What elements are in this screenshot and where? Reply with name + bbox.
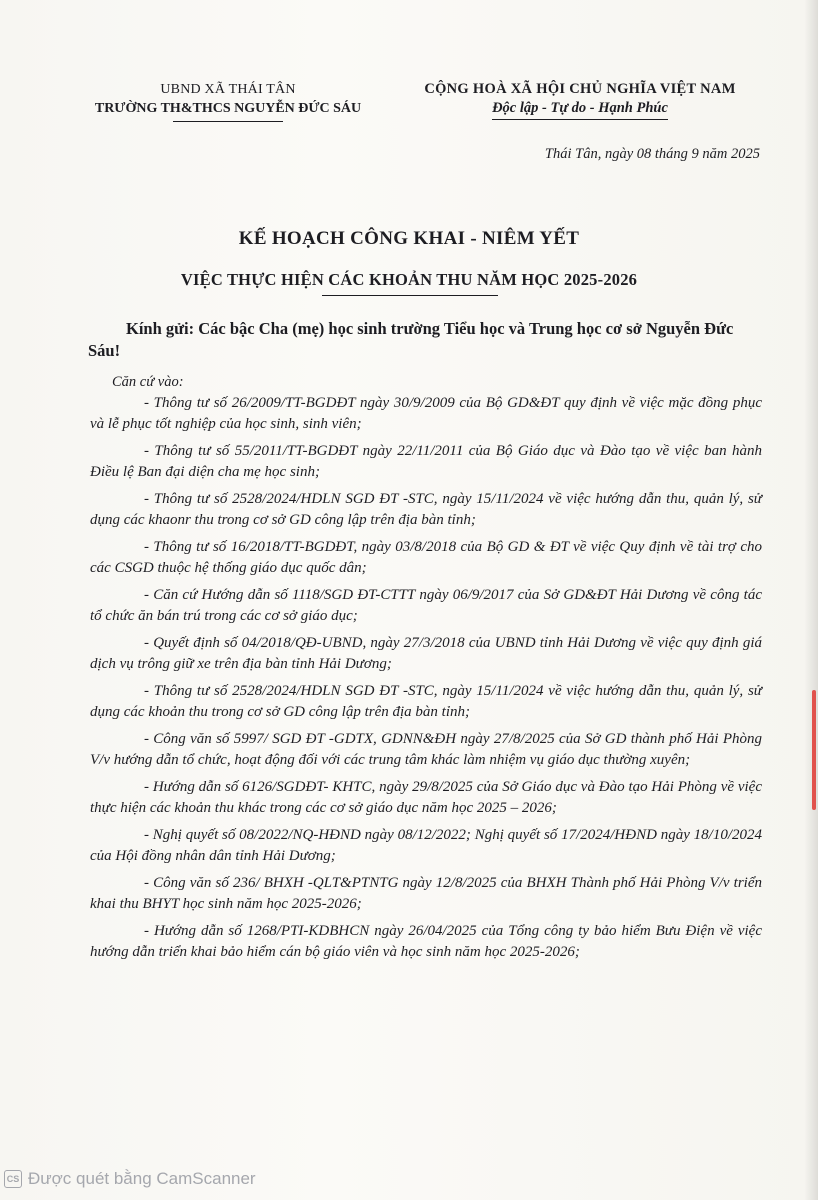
national-motto-block (400, 80, 760, 120)
scanner-watermark (4, 1168, 256, 1190)
basis-item: - Quyết định số 04/2018/QĐ-UBND, ngày 27/3/2018 của UBND tỉnh Hải Dương về việc quy định giá dịch vụ trông giữ xe trên địa bàn tỉnh Hải Dương; (90, 635, 762, 672)
basis-item: - Căn cứ Hướng dẫn số 1118/SGD ĐT-CTTT ngày 06/9/2017 của Sở GD&ĐT Hải Dương về công tác tổ chức ăn bán trú trong các cơ sở giáo dục; (90, 587, 762, 624)
national-motto: Độc lập - Tự do - Hạnh Phúc (492, 99, 668, 120)
basis-item: - Công văn số 236/ BHXH -QLT&PTNTG ngày 12/8/2025 của BHXH Thành phố Hải Phòng V/v triển khai thu BHYT học sinh năm học 2025-2026; (90, 875, 762, 912)
camscanner-logo-icon: CS (4, 1170, 22, 1188)
greeting-line: Kính gửi: Các bậc Cha (mẹ) học sinh trường Tiểu học và Trung học cơ sở Nguyễn Đức Sáu! (88, 319, 734, 360)
agency-underline (173, 121, 283, 122)
basis-item: - Công văn số 5997/ SGD ĐT -GDTX, GDNN&ĐH ngày 27/8/2025 của Sở GD thành phố Hải Phòng V/v hướng dẫn tổ chức, hoạt động đối với các trung tâm khác làm nhiệm vụ giáo dục thường xuyên; (90, 731, 762, 768)
edge-red-mark (812, 690, 816, 810)
document-date: Thái Tân, ngày 08 tháng 9 năm 2025 (544, 146, 760, 162)
watermark-text: Được quét bằng CamScanner (28, 1169, 256, 1188)
basis-list (90, 393, 762, 969)
basis-item: - Thông tư số 55/2011/TT-BGDĐT ngày 22/11/2011 của Bộ Giáo dục và Đào tạo về việc ban hành Điều lệ Ban đại diện cha mẹ học sinh; (90, 443, 762, 480)
basis-item: - Nghị quyết số 08/2022/NQ-HĐND ngày 08/12/2022; Nghị quyết số 17/2024/HĐND ngày 18/10/2024 của Hội đồng nhân dân tỉnh Hải Dương; (90, 827, 762, 864)
page-edge-shadow (804, 0, 818, 1200)
agency-name: UBND XÃ THÁI TÂN (160, 82, 296, 97)
basis-label: Căn cứ vào: (112, 374, 184, 390)
document-title: KẾ HOẠCH CÔNG KHAI - NIÊM YẾT (238, 228, 580, 249)
basis-item: - Thông tư số 26/2009/TT-BGDĐT ngày 30/9/2009 của Bộ GD&ĐT quy định về việc mặc đồng phục và lễ phục tốt nghiệp của học sinh, sinh viên; (90, 395, 762, 432)
basis-item: - Thông tư số 2528/2024/HDLN SGD ĐT -STC, ngày 15/11/2024 về việc hướng dẫn thu, quản lý, sử dụng các khaonr thu trong cơ sở GD công lập trên địa bàn tỉnh; (90, 491, 762, 528)
school-name: TRƯỜNG TH&THCS NGUYỄN ĐỨC SÁU (94, 101, 362, 116)
basis-item: - Thông tư số 16/2018/TT-BGDĐT, ngày 03/8/2018 của Bộ GD & ĐT về việc Quy định về tài trợ cho các CSGD thuộc hệ thống giáo dục quốc dân; (90, 539, 762, 576)
basis-item: - Thông tư số 2528/2024/HDLN SGD ĐT -STC, ngày 15/11/2024 về việc hướng dẫn thu, quản lý, sử dụng các khoản thu trong cơ sở GD công lập trên địa bàn tỉnh; (90, 683, 762, 720)
issuing-agency-block (88, 80, 368, 122)
document-subtitle: VIỆC THỰC HIỆN CÁC KHOẢN THU NĂM HỌC 2025-2026 (180, 270, 638, 289)
subtitle-underline (322, 295, 498, 296)
basis-item: - Hướng dẫn số 1268/PTI-KDBHCN ngày 26/04/2025 của Tổng công ty bảo hiểm Bưu Điện về việc hướng dẫn triển khai bảo hiểm cán bộ giáo viên và học sinh năm học 2025-2026; (90, 923, 762, 960)
basis-item: - Hướng dẫn số 6126/SGDĐT- KHTC, ngày 29/8/2025 của Sở Giáo dục và Đào tạo Hải Phòng về việc thực hiện các khoản thu khác trong các cơ sở giáo dục năm học 2025 – 2026; (90, 779, 762, 816)
national-name: CỘNG HOÀ XÃ HỘI CHỦ NGHĨA VIỆT NAM (424, 81, 736, 97)
